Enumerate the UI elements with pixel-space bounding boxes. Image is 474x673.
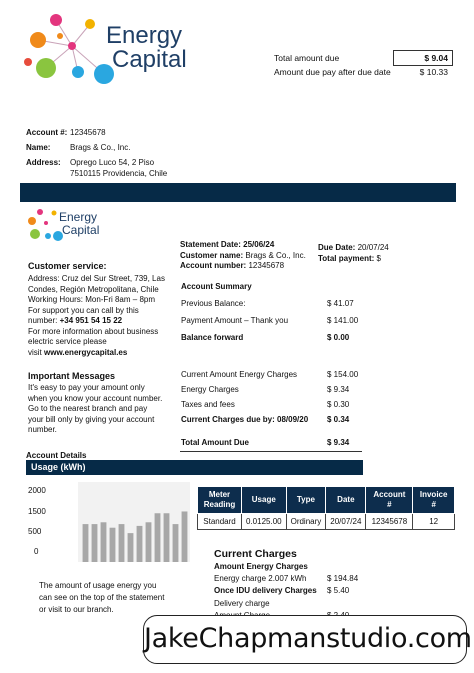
charges-row-value: $ 9.34 [327,384,350,394]
chart-bar [182,511,188,562]
meter-cell: Ordinary [286,514,326,530]
summary-row-label: Previous Balance: [181,298,246,308]
charges-row-value: $ 0.34 [327,414,350,424]
logo-dots-icon [18,10,118,85]
idu-charge-value: $ 5.40 [327,586,350,595]
cs-line-2: Working Hours: Mon-Fri 8am – 8pm [28,295,155,304]
idu-charge-label: Once IDU delivery Charges [214,586,317,595]
meter-cell: 20/07/24 [326,514,366,530]
summary-row-value: $ 0.00 [327,332,350,342]
usage-note-line: The amount of usage energy you [39,581,157,590]
address-line2: 7510115 Providencia, Chile [70,169,168,178]
address-label: Address: [26,158,61,167]
total-amount-due-label: Total Amount Due [181,438,249,447]
charges-row-label: Energy Charges [181,384,239,394]
cs-line-3: For support you can call by this [28,305,139,315]
summary-row-label: Payment Amount – Thank you [181,315,289,325]
charges-row-label: Taxes and fees [181,399,235,409]
chart-bar [110,528,116,562]
total-payment-label: Total payment: [318,253,375,263]
chart-bar [92,524,98,562]
customer-service [28,261,178,358]
im-line-1: when you know your account number. [28,393,163,403]
important-title: Important Messages [28,371,116,381]
cs-line-1: Condes, Región Metropolitana, Chile [28,284,159,294]
charges-row-value: $ 0.30 [327,399,350,409]
watermark-box [143,615,472,664]
small-logo-dots-icon [24,207,64,243]
delivery-charge-label: Delivery charge [214,598,270,608]
energy-charge-value: $ 194.84 [327,573,359,583]
meter-header-cell: Type [286,487,326,514]
chart-bar [137,526,143,562]
chart-bar [128,533,134,562]
logo-text-line1: Energy [106,22,183,49]
summary-title: Account Summary [181,282,252,291]
header-logo [18,10,218,85]
due-date-label: Due Date: [318,243,356,252]
y-tick-label: 500 [28,527,42,536]
im-line-0: It's easy to pay your amount only [28,383,145,392]
meter-cell: 0.0125.00 [242,514,287,530]
charges-row-value: $ 154.00 [327,369,359,379]
meter-table [197,486,455,530]
meter-header-cell: Usage [242,487,287,514]
total-due-label: Total amount due [274,53,340,63]
chart-bar [119,524,125,562]
meter-header-cell: Meter Reading [198,487,242,514]
usage-note-line: can see on the top of the statement [39,593,165,602]
customer-name-value: Brags & Co., Inc. [245,250,306,260]
name-label: Name: [26,143,51,152]
chart-plot [78,482,190,562]
logo-text-line2: Capital [112,46,187,73]
meter-header-row [198,487,455,514]
chart-bar [155,513,161,562]
meter-header-cell: Invoice # [413,487,455,514]
meter-cell: 12345678 [366,514,413,530]
charges-row-label: Current Amount Energy Charges [181,369,298,379]
watermark-text: JakeChapmanstudio.com [144,623,472,654]
chart-bar [146,522,152,562]
cs-line-7: electric service please [28,337,107,346]
chart-bar [101,522,107,562]
account-value: 12345678 [70,128,106,137]
meter-cell: 12 [413,514,455,530]
meter-cell: Standard [198,514,242,530]
summary-row-value: $ 41.07 [327,298,354,308]
statement-logo [24,207,134,249]
total-amount-due-value: $ 9.34 [327,438,350,447]
table-row [198,514,455,530]
name-value: Brags & Co., Inc. [70,143,131,152]
current-charges [214,548,394,622]
support-phone[interactable]: +34 951 54 15 22 [59,316,123,325]
im-line-2: Go to the nearest branch and pay [28,404,148,413]
meter-header-cell: Date [326,487,366,514]
summary-underline [180,451,362,452]
account-number-value: 12345678 [248,261,285,270]
chart-bar [173,524,179,562]
usage-chart [26,480,176,562]
after-due-label: Amount due pay after due date [274,67,391,77]
chart-bar [83,524,89,562]
due-info [318,243,458,264]
cs-line-6: For more information about business [28,326,159,336]
account-number-label: Account number: [180,261,247,270]
summary-row-value: $ 141.00 [327,315,359,325]
statement-info [180,240,320,272]
summary-row-label: Balance forward [181,332,244,342]
small-logo-line2: Capital [62,223,100,237]
customer-service-title: Customer service: [28,261,107,271]
account-details-title: Account Details [26,451,87,460]
energy-charge-label: Energy charge 2.007 kWh [214,573,307,583]
cs-line-8: visit [28,347,42,357]
im-line-3: your bill only by giving your account [28,414,155,424]
website-link[interactable]: www.energycapital.es [44,347,128,357]
statement-date: Statement Date: 25/06/24 [180,240,275,249]
small-logo-line1: Energy [59,210,98,224]
chart-bar [164,513,170,562]
account-block [26,128,276,180]
im-line-4: number. [28,425,57,434]
customer-name-label: Customer name: [180,250,244,260]
account-label: Account #: [26,128,68,137]
total-amount-due-row [181,438,371,449]
y-tick-label: 2000 [28,486,46,495]
charges-row-label: Current Charges due by: 08/09/20 [181,414,309,424]
y-tick-label: 1500 [28,507,46,516]
y-tick-label: 0 [34,547,39,556]
account-summary [181,282,371,430]
meter-header-cell: Account # [366,487,413,514]
cs-line-0: Address: Cruz del Sur Street, 739, Las [28,274,165,283]
address-line1: Oprego Luco 54, 2 Piso [70,158,155,167]
total-due-value: $ 9.04 [393,50,453,66]
important-messages [28,371,178,436]
total-payment-value: $ [376,253,381,263]
amount-energy-charges-label: Amount Energy Charges [214,562,308,571]
usage-title: Usage (kWh) [31,462,86,472]
cs-line-4: number: [28,316,58,325]
usage-bar [26,460,363,475]
after-due-value: $ 10.33 [419,67,448,77]
due-date-value: 20/07/24 [357,243,389,252]
divider-band [20,183,456,202]
current-charges-title: Current Charges [214,548,297,560]
usage-note [39,580,179,616]
usage-note-line: or visit to our branch. [39,605,114,614]
